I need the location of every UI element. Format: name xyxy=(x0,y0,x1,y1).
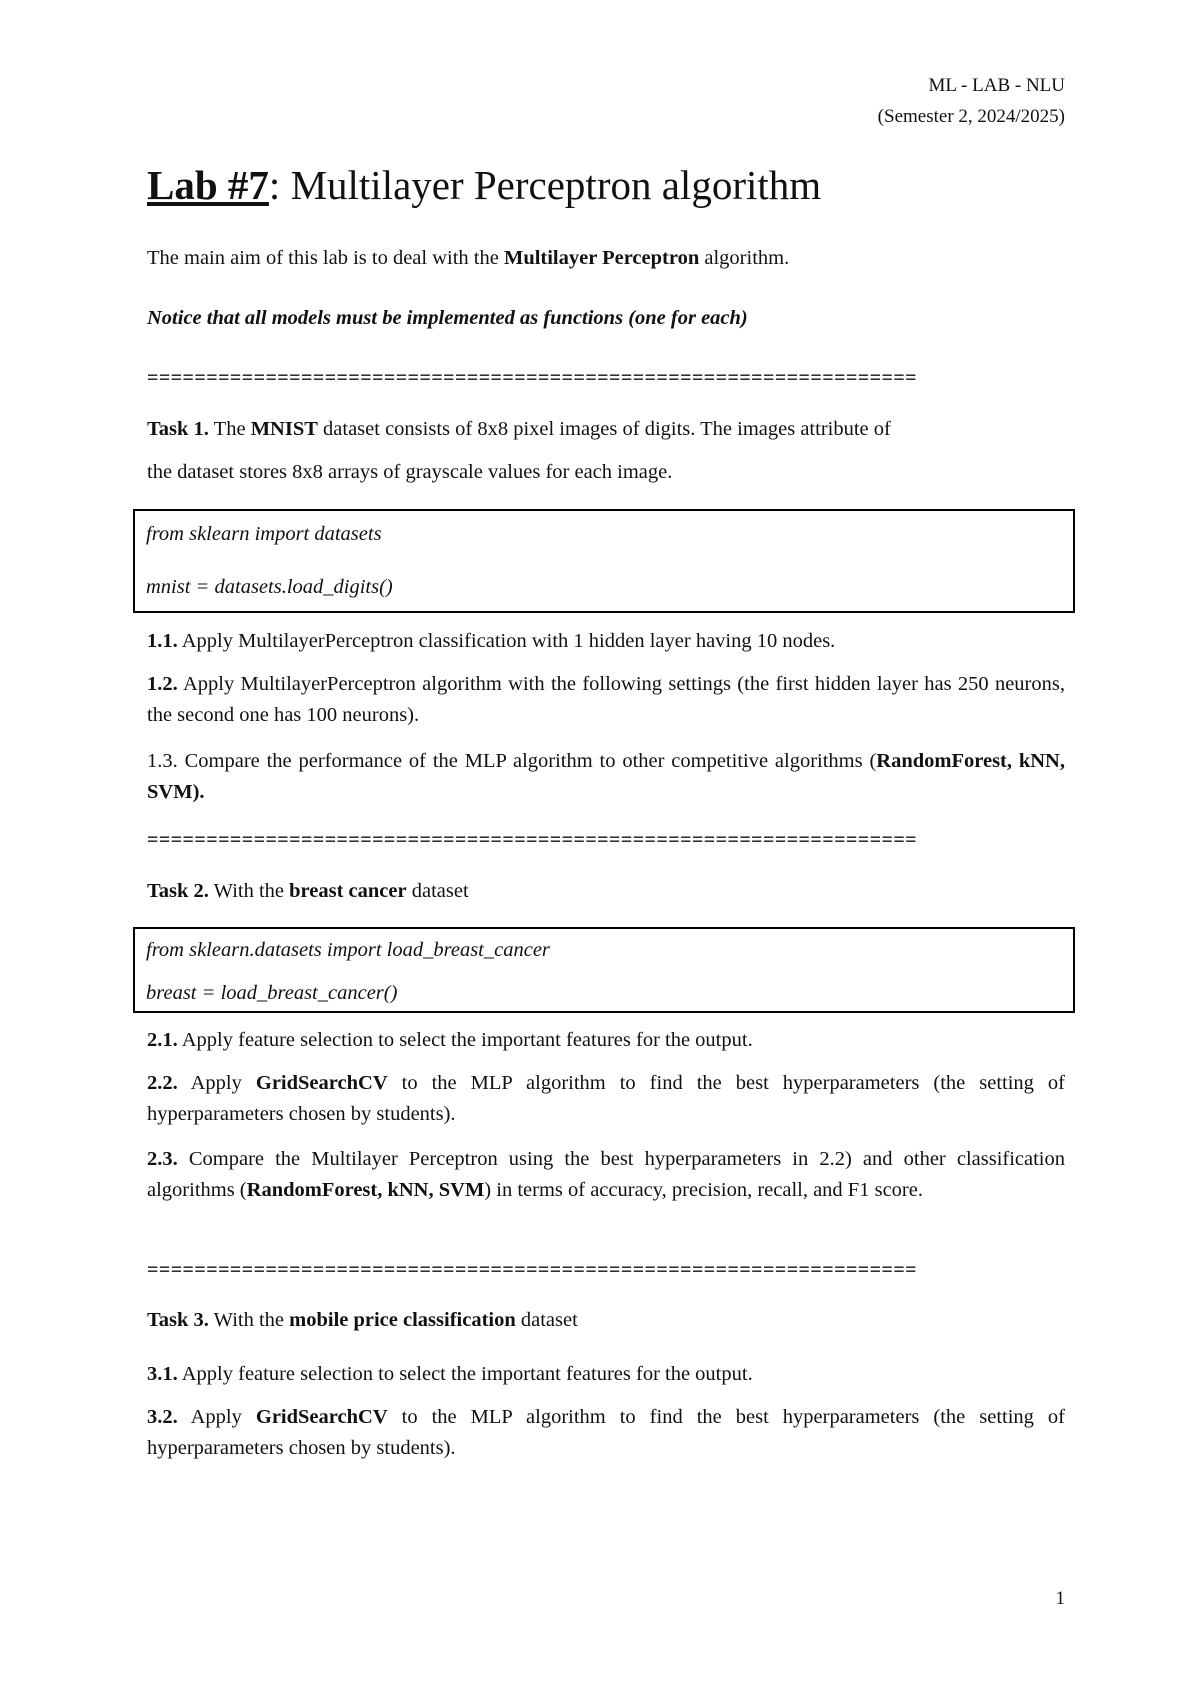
header xyxy=(878,70,1065,132)
subtask-text: Apply feature selection to select the important features for the output. xyxy=(177,1029,753,1051)
intro-bold: Multilayer Perceptron xyxy=(503,247,700,269)
subtask-pre: Compare the Multilayer Perceptron using the best hyperparameters in 2.2) and other classification algorithms ( xyxy=(147,1148,1065,1201)
task1-subtask-3 xyxy=(147,746,1065,808)
subtask-number: 2.3. xyxy=(147,1148,178,1170)
title-text: Multilayer Perceptron algorithm xyxy=(280,162,822,208)
separator: ================================================================= xyxy=(147,1259,918,1281)
gridsearch: GridSearchCV xyxy=(255,1406,388,1428)
subtask-pre: Apply xyxy=(177,1072,256,1094)
notice: Notice that all models must be implemented as functions (one for each) xyxy=(147,307,748,329)
subtask-text: Apply MultilayerPerceptron algorithm with the following settings (the first hidden layer has 250 neurons, the second one has 100 neurons). xyxy=(147,673,1065,726)
task3-subtask-2 xyxy=(147,1402,1065,1464)
subtask-number: 1.1. xyxy=(147,630,178,652)
task3-subtask-1 xyxy=(147,1359,1065,1390)
code-box-task2 xyxy=(133,927,1075,1013)
title-colon: : xyxy=(268,162,281,208)
code-box-task1 xyxy=(133,509,1075,613)
subtask-text: 1.3. Compare the performance of the MLP algorithm to other competitive algorithms ( xyxy=(147,750,877,772)
task3-pre: With the xyxy=(208,1309,290,1331)
task1-subtask-2 xyxy=(147,669,1065,731)
subtask-number: 2.1. xyxy=(147,1029,178,1051)
task1-label: Task 1. xyxy=(147,418,209,440)
code-line: from sklearn.datasets import load_breast_cancer xyxy=(146,939,550,961)
algorithms-list: RandomForest, kNN, SVM xyxy=(246,1179,485,1201)
code-line: mnist = datasets.load_digits() xyxy=(146,576,393,598)
page-number: 1 xyxy=(1055,1588,1065,1609)
task2-dataset: breast cancer xyxy=(289,880,407,902)
course-code: ML - LAB - NLU xyxy=(928,75,1065,96)
code-line: breast = load_breast_cancer() xyxy=(146,982,398,1004)
task3-post: dataset xyxy=(515,1309,578,1331)
semester: (Semester 2, 2024/2025) xyxy=(877,106,1065,127)
task2-subtask-2 xyxy=(147,1068,1065,1130)
subtask-post: ) in terms of accuracy, precision, recall, and F1 score. xyxy=(484,1179,923,1201)
intro-pre: The main aim of this lab is to deal with the xyxy=(147,247,504,269)
intro-post: algorithm. xyxy=(699,247,790,269)
task3-label: Task 3. xyxy=(147,1309,209,1331)
task1-line2: the dataset stores 8x8 arrays of grayscale values for each image. xyxy=(147,461,673,483)
subtask-post: to the MLP algorithm to find the best hyperparameters (the setting of hyperparameters chosen by students). xyxy=(147,1072,1066,1125)
separator: ================================================================= xyxy=(147,829,918,851)
task2-intro xyxy=(147,876,1065,907)
task2-subtask-3 xyxy=(147,1144,1065,1206)
intro-paragraph xyxy=(147,243,1065,274)
lab-number: Lab #7 xyxy=(147,162,269,208)
subtask-pre: Apply xyxy=(177,1406,256,1428)
task2-pre: With the xyxy=(208,880,290,902)
algorithms-list: RandomForest, kNN, SVM xyxy=(147,750,1065,803)
subtask-number: 3.2. xyxy=(147,1406,178,1428)
task1-line1-post: dataset consists of 8x8 pixel images of digits. The images attribute of xyxy=(317,418,891,440)
task2-label: Task 2. xyxy=(147,880,209,902)
subtask-text: Apply MultilayerPerceptron classification with 1 hidden layer having 10 nodes. xyxy=(177,630,836,652)
subtask-number: 1.2. xyxy=(147,673,178,695)
task2-subtask-1 xyxy=(147,1025,1065,1056)
separator: ================================================================= xyxy=(147,367,918,389)
page-title xyxy=(147,160,1065,210)
task1-dataset: MNIST xyxy=(250,418,318,440)
code-line: from sklearn import datasets xyxy=(146,523,382,545)
subtask-number: 3.1. xyxy=(147,1363,178,1385)
subtask-post: to the MLP algorithm to find the best hyperparameters (the setting of hyperparameters chosen by students). xyxy=(147,1406,1066,1459)
subtask-number: 2.2. xyxy=(147,1072,178,1094)
gridsearch: GridSearchCV xyxy=(255,1072,388,1094)
task2-post: dataset xyxy=(406,880,469,902)
subtask-end: ). xyxy=(192,781,205,803)
task1-intro xyxy=(147,414,1065,445)
task1-line1-pre: The xyxy=(208,418,251,440)
task3-intro xyxy=(147,1305,1065,1336)
task1-subtask-1 xyxy=(147,626,1065,657)
task3-dataset: mobile price classification xyxy=(289,1309,516,1331)
subtask-text: Apply feature selection to select the important features for the output. xyxy=(177,1363,753,1385)
